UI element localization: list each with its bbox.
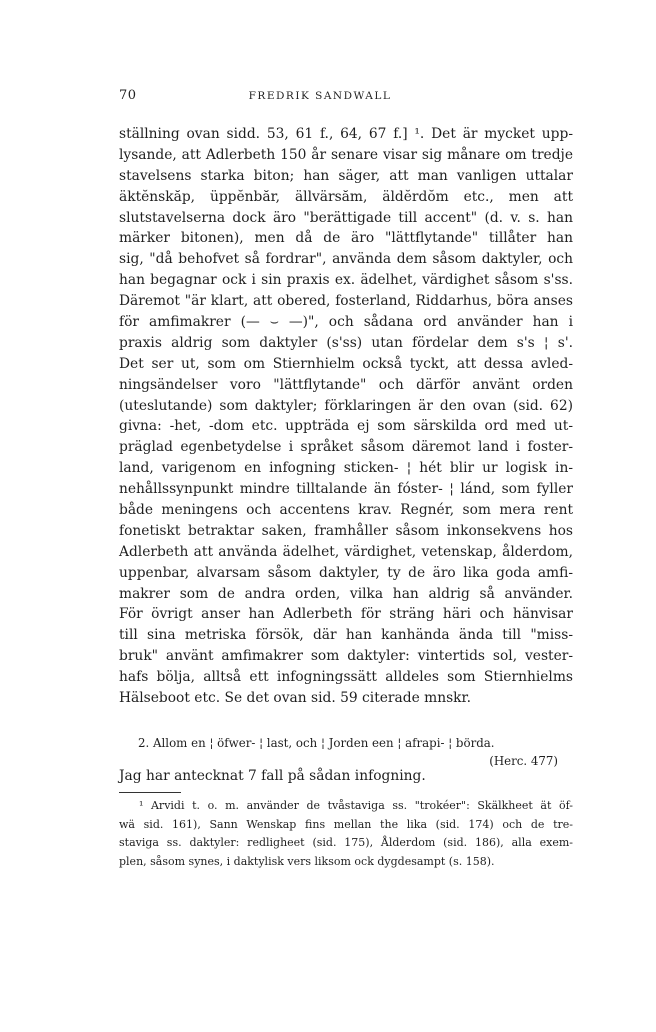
closing-sentence: Jag har antecknat 7 fall på sådan infogning. <box>119 768 426 784</box>
text-line: sig, "då behofvet så fordrar", använda dem såsom daktyler, och <box>119 251 573 268</box>
footnote-line: wä sid. 161), Sann Wenskap fins mellan the lika (sid. 174) och de tre- <box>119 817 573 831</box>
text-line: Hälseboot etc. Se det ovan sid. 59 citerade mnskr. <box>119 690 471 707</box>
text-line: För övrigt anser han Adlerbeth för sträng häri och hänvisar <box>119 606 573 623</box>
running-head: FREDRIK SANDWALL <box>248 90 392 102</box>
text-line: till sina metriska försök, där han kanhända ända till "miss- <box>119 627 573 644</box>
text-line: präglad egenbetydelse i språket såsom däremot land i foster- <box>119 439 573 456</box>
verse-citation: (Herc. 477) <box>489 754 558 768</box>
text-line: land, varigenom en infogning sticken- ¦ hét blir ur logisk in- <box>119 460 573 477</box>
footnote-line: staviga ss. daktyler: redligheet (sid. 175), Ålderdom (sid. 186), alla exem- <box>119 836 573 849</box>
text-line: Adlerbeth att använda ädelhet, värdighet, vetenskap, ålderdom, <box>119 543 573 560</box>
footnote <box>119 797 573 871</box>
text-line: han begagnar ock i sin praxis ex. ädelhet, värdighet såsom s'ss. <box>119 272 573 289</box>
text-line: uppenbar, alvarsam såsom daktyler, ty de äro lika goda amfi- <box>119 564 573 581</box>
text-line: bruk" använt amfimakrer som daktyler: vintertids sol, vester- <box>119 648 573 665</box>
footnote-line: plen, såsom synes, i daktylisk vers liksom ock dygdesampt (s. 158). <box>119 854 495 868</box>
body-text <box>119 124 573 709</box>
text-line: givna: -het, -dom etc. uppträda ej som särskilda ord med ut- <box>119 418 573 435</box>
text-line: Däremot "är klart, att obered, fosterland, Riddarhus, böra anses <box>119 293 573 310</box>
text-line: praxis aldrig som daktyler (s'ss) utan fördelar dem s's ¦ s'. <box>119 334 573 351</box>
verse-line: 2. Allom en ¦ öfwer- ¦ last, och ¦ Jorden een ¦ afrapi- ¦ börda. <box>138 736 495 750</box>
text-line: Det ser ut, som om Stiernhielm också tyckt, att dessa avled- <box>119 355 573 372</box>
text-line: fonetiskt betraktar saken, framhåller såsom inkonsekvens hos <box>119 522 573 539</box>
footnote-divider <box>119 792 181 793</box>
verse-quote <box>138 734 558 770</box>
footnote-line: ¹ Arvidi t. o. m. använder de tvåstaviga ss. "trokéer": Skälkheet ät öf- <box>139 799 573 812</box>
text-line: hafs bölja, alltså ett infogningssätt alldeles som Stiernhielms <box>119 669 573 686</box>
text-line: lysande, att Adlerbeth 150 år senare visar sig månare om tredje <box>119 146 573 163</box>
text-line: nehållssynpunkt mindre tilltalande än fóster- ¦ lánd, som fyller <box>119 481 573 498</box>
text-line: ningsändelser voro "lättflytande" och därför använt orden <box>119 376 573 393</box>
text-line: märker bitonen), men då de äro "lättflytande" tillåter han <box>119 230 573 247</box>
page-number: 70 <box>119 88 137 103</box>
text-line: äktĕnskăp, üppĕnbăr, ällvärsăm, äldĕrdŏm etc., men att <box>119 188 573 205</box>
text-line: ställning ovan sidd. 53, 61 f., 64, 67 f.] ¹. Det är mycket upp- <box>119 126 573 142</box>
text-line: för amfimakrer (— ⌣ —)", och sådana ord använder han i <box>119 314 573 331</box>
text-line: (uteslutande) som daktyler; förklaringen är den ovan (sid. 62) <box>119 397 573 414</box>
text-line: slutstavelserna dock äro "berättigade till accent" (d. v. s. han <box>119 209 573 226</box>
text-line: stavelsens starka biton; han säger, att man vanligen uttalar <box>119 167 573 184</box>
text-line: makrer som de andra orden, vilka han aldrig så använder. <box>119 585 573 602</box>
text-line: både meningens och accentens krav. Regnér, som mera rent <box>119 502 573 519</box>
